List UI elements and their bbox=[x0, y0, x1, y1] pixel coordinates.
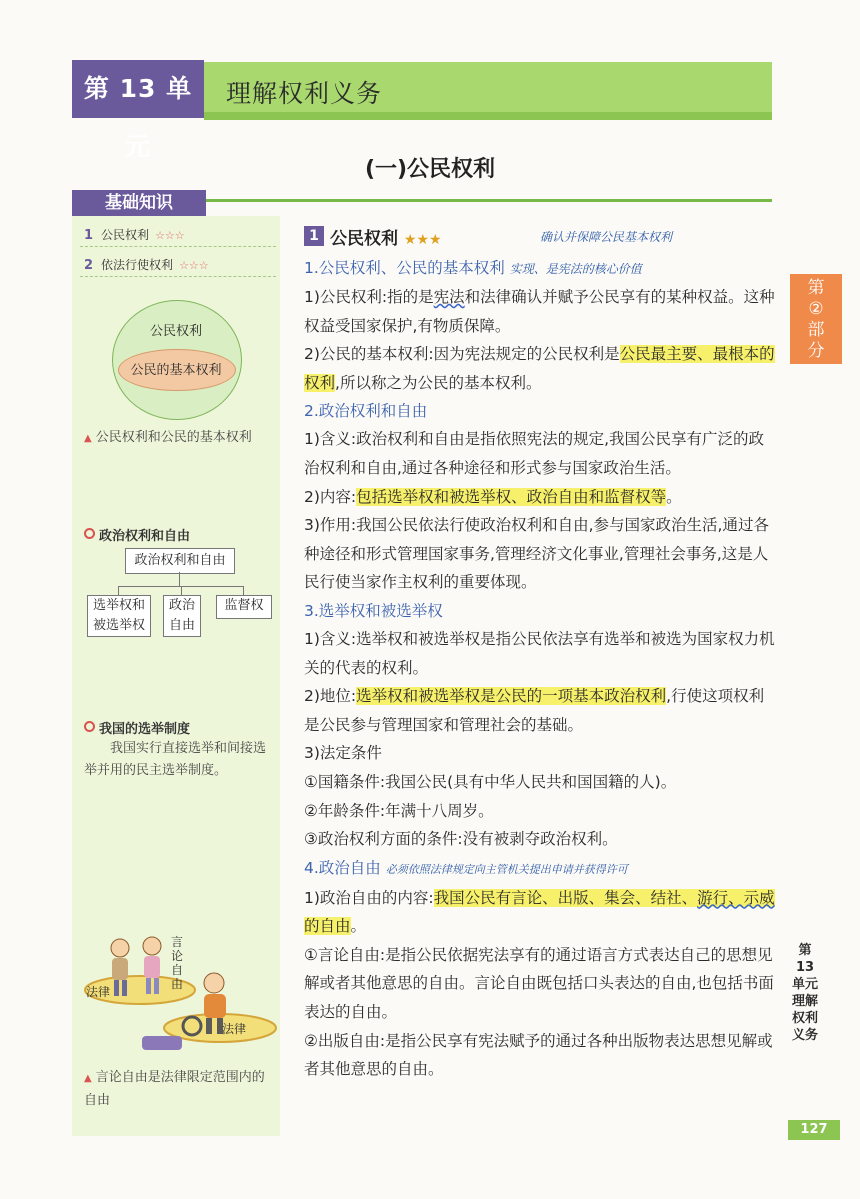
para-3-3: 3)法定条件 bbox=[304, 744, 382, 763]
unit-label: 第 13 单元 bbox=[72, 60, 204, 118]
venn-outer-label: 公民权利 bbox=[149, 324, 202, 339]
venn-caption: ▲ 公民权利和公民的基本权利 bbox=[84, 430, 252, 445]
para-2-3: 3)作用:我国公民依法行使政治权利和自由,参与国家政治生活,通过各种途径和形式管理国家事务,管理经济文化事业,管理社会事务,这是人民行使当家作主权利的重要体现。 bbox=[304, 516, 769, 592]
toc-num: 2 bbox=[84, 258, 94, 273]
tree-root: 政治权利和自由 bbox=[125, 548, 235, 574]
tree-connector bbox=[243, 586, 244, 595]
heading-4: 4.政治自由 必须依照法律规定向主管机关提出申请并获得许可 bbox=[304, 858, 628, 877]
heading-1: 1.公民权利、公民的基本权利 实现、是宪法的核心价值 bbox=[304, 259, 642, 277]
election-text: 我国实行直接选举和间接选举并用的民主选举制度。 bbox=[84, 741, 267, 778]
para-3-cond-2: ②年龄条件:年满十八周岁。 bbox=[304, 801, 494, 820]
para-4-2: ①言论自由:是指公民依据宪法享有的通过语言方式表达自己的思想见解或者其他意思的自由。言论自由既包括口头表达的自由,也包括书面表达的自由。 bbox=[304, 945, 774, 1022]
tree-child-election: 选举权和被选举权 bbox=[87, 595, 151, 637]
part-tab: 第 ② 部 分 bbox=[790, 274, 842, 364]
toc-divider bbox=[80, 276, 276, 277]
heading-1-note: 实现、是宪法的核心价值 bbox=[509, 262, 642, 276]
para-4-3: ②出版自由:是指公民享有宪法赋予的通过各种出版物表达思想见解或者其他意思的自由。 bbox=[304, 1031, 773, 1079]
bullet-icon bbox=[84, 528, 95, 539]
toc-label: 公民权利 bbox=[101, 228, 150, 242]
para-3-2: 2)地位:选举权和被选举权是公民的一项基本政治权利,行使这项权利是公民参与管理国家和管理社会的基础。 bbox=[304, 687, 765, 734]
toc-num: 1 bbox=[84, 228, 94, 243]
political-heading: 政治权利和自由 bbox=[84, 525, 190, 544]
star-icon: ★★★ bbox=[403, 232, 442, 248]
main-content bbox=[304, 254, 776, 1084]
sidebar-tab: 基础知识 bbox=[72, 190, 206, 216]
tree-child-freedom: 政治自由 bbox=[163, 595, 201, 637]
toc-item-1 bbox=[84, 226, 185, 243]
triangle-icon: ▲ bbox=[84, 433, 92, 444]
tree-connector bbox=[118, 586, 119, 595]
section-title: (一)公民权利 bbox=[364, 157, 496, 182]
tree-connector bbox=[181, 586, 182, 595]
heading-2: 2.政治权利和自由 bbox=[304, 402, 428, 421]
bullet-icon bbox=[84, 721, 95, 732]
venn-inner-label: 公民的基本权利 bbox=[130, 363, 222, 378]
cartoon-law-right: 法律 bbox=[222, 1022, 247, 1036]
triangle-icon: ▲ bbox=[84, 1073, 92, 1084]
para-1-1: 1)公民权利:指的是宪法和法律确认并赋予公民享有的某种权益。这种权益受国家保护,有物质保障。 bbox=[304, 288, 775, 335]
para-2-1: 1)含义:政治权利和自由是指依照宪法的规定,我国公民享有广泛的政治权利和自由,通过各种途径和形式参与国家政治生活。 bbox=[304, 430, 765, 477]
para-1-2: 2)公民的基本权利:因为宪法规定的公民权利是公民最主要、最根本的权利,所以称之为公民的基本权利。 bbox=[304, 345, 775, 392]
card-note: 确认并保障公民基本权利 bbox=[540, 230, 673, 244]
election-heading: 我国的选举制度 bbox=[84, 718, 190, 737]
unit-title-bar-strip bbox=[204, 112, 772, 120]
page-number: 127 bbox=[788, 1120, 840, 1140]
heading-4-note: 必须依照法律规定向主管机关提出申请并获得许可 bbox=[385, 862, 628, 876]
toc-label: 依法行使权利 bbox=[101, 258, 174, 272]
toc-divider bbox=[80, 246, 276, 247]
toc-stars: ☆☆☆ bbox=[155, 229, 185, 242]
para-2-2: 2)内容:包括选举权和被选举权、政治自由和监督权等。 bbox=[304, 487, 682, 506]
cartoon-speech-text: 言论自由 bbox=[171, 935, 184, 991]
toc-item-2 bbox=[84, 256, 209, 273]
para-3-1: 1)含义:选举权和被选举权是指公民依法享有选举和被选为国家权力机关的代表的权利。 bbox=[304, 629, 775, 677]
unit-vertical-label: 第13单元 理解权利义务 bbox=[792, 943, 819, 1043]
cartoon-caption: ▲ 言论自由是法律限定范围内的自由 bbox=[84, 1070, 265, 1108]
tree-connector bbox=[179, 572, 180, 586]
heading-3: 3.选举权和被选举权 bbox=[304, 601, 443, 620]
header-divider bbox=[206, 199, 772, 202]
unit-title: 理解权利义务 bbox=[226, 79, 383, 108]
cartoon-law-left: 法律 bbox=[86, 985, 111, 999]
para-3-cond-1: ①国籍条件:我国公民(具有中华人民共和国国籍的人)。 bbox=[304, 772, 677, 791]
toc-stars: ☆☆☆ bbox=[179, 259, 209, 272]
card-title: 公民权利 ★★★ bbox=[330, 229, 442, 249]
tree-child-supervision: 监督权 bbox=[216, 595, 272, 619]
para-4-1: 1)政治自由的内容:我国公民有言论、出版、集会、结社、游行、示威的自由。 bbox=[304, 888, 775, 936]
para-3-cond-3: ③政治权利方面的条件:没有被剥夺政治权利。 bbox=[304, 830, 618, 849]
card-number: 1 bbox=[304, 226, 324, 246]
